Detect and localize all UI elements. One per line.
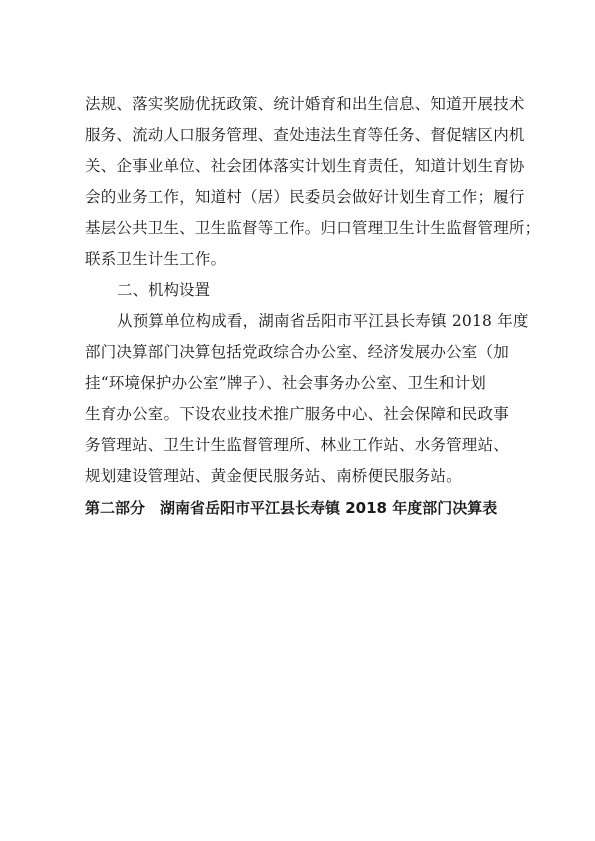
- paragraph-line: 生育办公室。下设农业技术推广服务中心、社会保障和民政事: [85, 405, 509, 423]
- paragraph-line: 部门决算部门决算包括党政综合办公室、经济发展办公室（加: [85, 343, 509, 361]
- paragraph-line: 法规、落实奖励优抚政策、统计婚育和出生信息、知道开展技术: [85, 95, 525, 113]
- paragraph-line: 规划建设管理站、黄金便民服务站、南桥便民服务站。: [85, 467, 462, 485]
- paragraph-line: 基层公共卫生、卫生监督等工作。归口管理卫生计生监督管理所；: [85, 219, 541, 237]
- part-title: 第二部分 湖南省岳阳市平江县长寿镇 2018 年度部门决算表: [85, 499, 498, 517]
- section-heading: 二、机构设置: [117, 281, 211, 299]
- paragraph-line: 服务、流动人口服务管理、查处违法生育等任务、督促辖区内机: [85, 126, 525, 144]
- paragraph-line: 会的业务工作，知道村（居）民委员会做好计划生育工作；履行: [85, 188, 525, 206]
- paragraph-line: 挂“环境保护办公室”牌子）、社会事务办公室、卫生和计划: [85, 374, 486, 392]
- paragraph-line: 从预算单位构成看，湖南省岳阳市平江县长寿镇 2018 年度: [117, 312, 529, 330]
- paragraph-line: 务管理站、卫生计生监督管理所、林业工作站、水务管理站、: [85, 436, 509, 454]
- paragraph-line: 关、企事业单位、社会团体落实计划生育责任，知道计划生育协: [85, 157, 525, 175]
- paragraph-line: 联系卫生计生工作。: [85, 250, 227, 268]
